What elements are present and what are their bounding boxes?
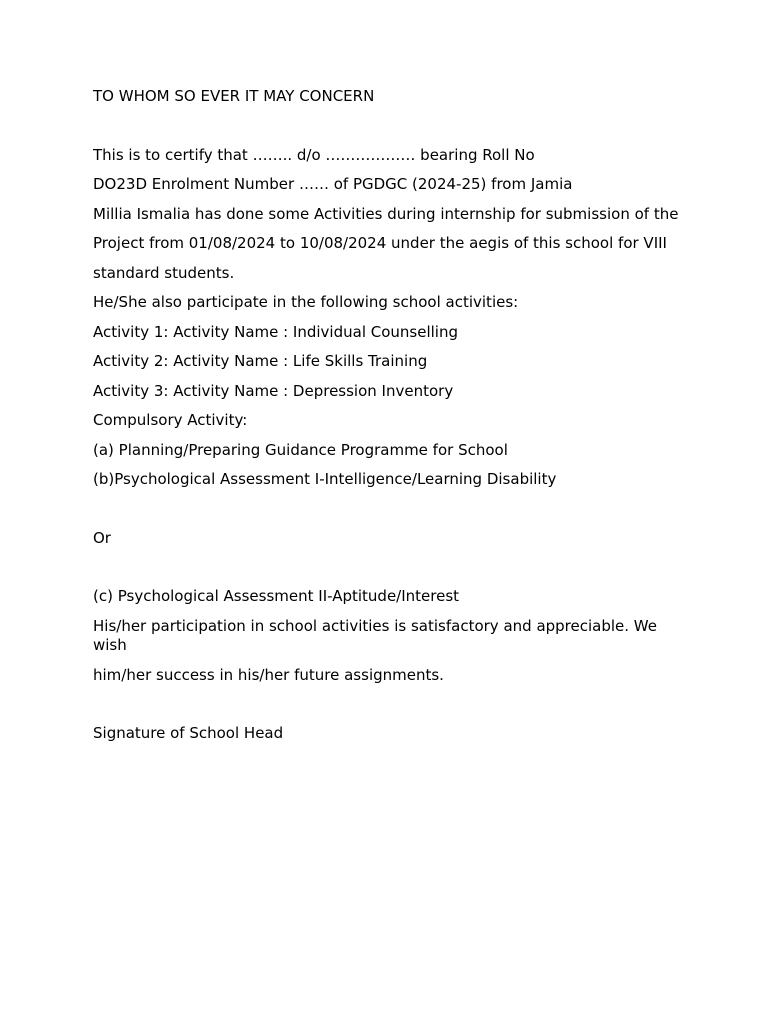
compulsory-activity-or: Or (93, 528, 111, 547)
activity-item-2: Activity 2: Activity Name : Life Skills Training (93, 352, 428, 370)
certificate-line-certify: This is to certify that …….. d/o ……………… bearing Roll No (93, 145, 535, 164)
certificate-line-project-dates: Project from 01/08/2024 to 10/08/2024 under the aegis of this school for VIII (93, 234, 667, 252)
certificate-line-institution: Millia Ismalia has done some Activities during internship for submission of the (93, 204, 679, 223)
certificate-line-wishes: him/her success in his/her future assignments. (93, 665, 444, 684)
certificate-line-participation-intro: He/She also participate in the following school activities: (93, 293, 519, 311)
activity-item-3: Activity 3: Activity Name : Depression Inventory (93, 381, 454, 400)
compulsory-activity-c: (c) Psychological Assessment II-Aptitude/Interest (93, 587, 460, 605)
certificate-heading: TO WHOM SO EVER IT MAY CONCERN (93, 87, 375, 105)
activity-item-1: Activity 1: Activity Name : Individual Counselling (93, 322, 458, 341)
certificate-line-enrolment: DO23D Enrolment Number …… of PGDGC (2024-25) from Jamia (93, 175, 573, 193)
compulsory-activity-a: (a) Planning/Preparing Guidance Programme for School (93, 440, 508, 459)
certificate-document (93, 87, 693, 744)
compulsory-activity-b: (b)Psychological Assessment I-Intelligence/Learning Disability (93, 470, 557, 488)
certificate-line-appreciation: His/her participation in school activities is satisfactory and appreciable. We wish (93, 616, 657, 654)
signature-label: Signature of School Head (93, 724, 284, 742)
compulsory-activity-label: Compulsory Activity: (93, 411, 248, 429)
certificate-line-standard: standard students. (93, 263, 235, 282)
